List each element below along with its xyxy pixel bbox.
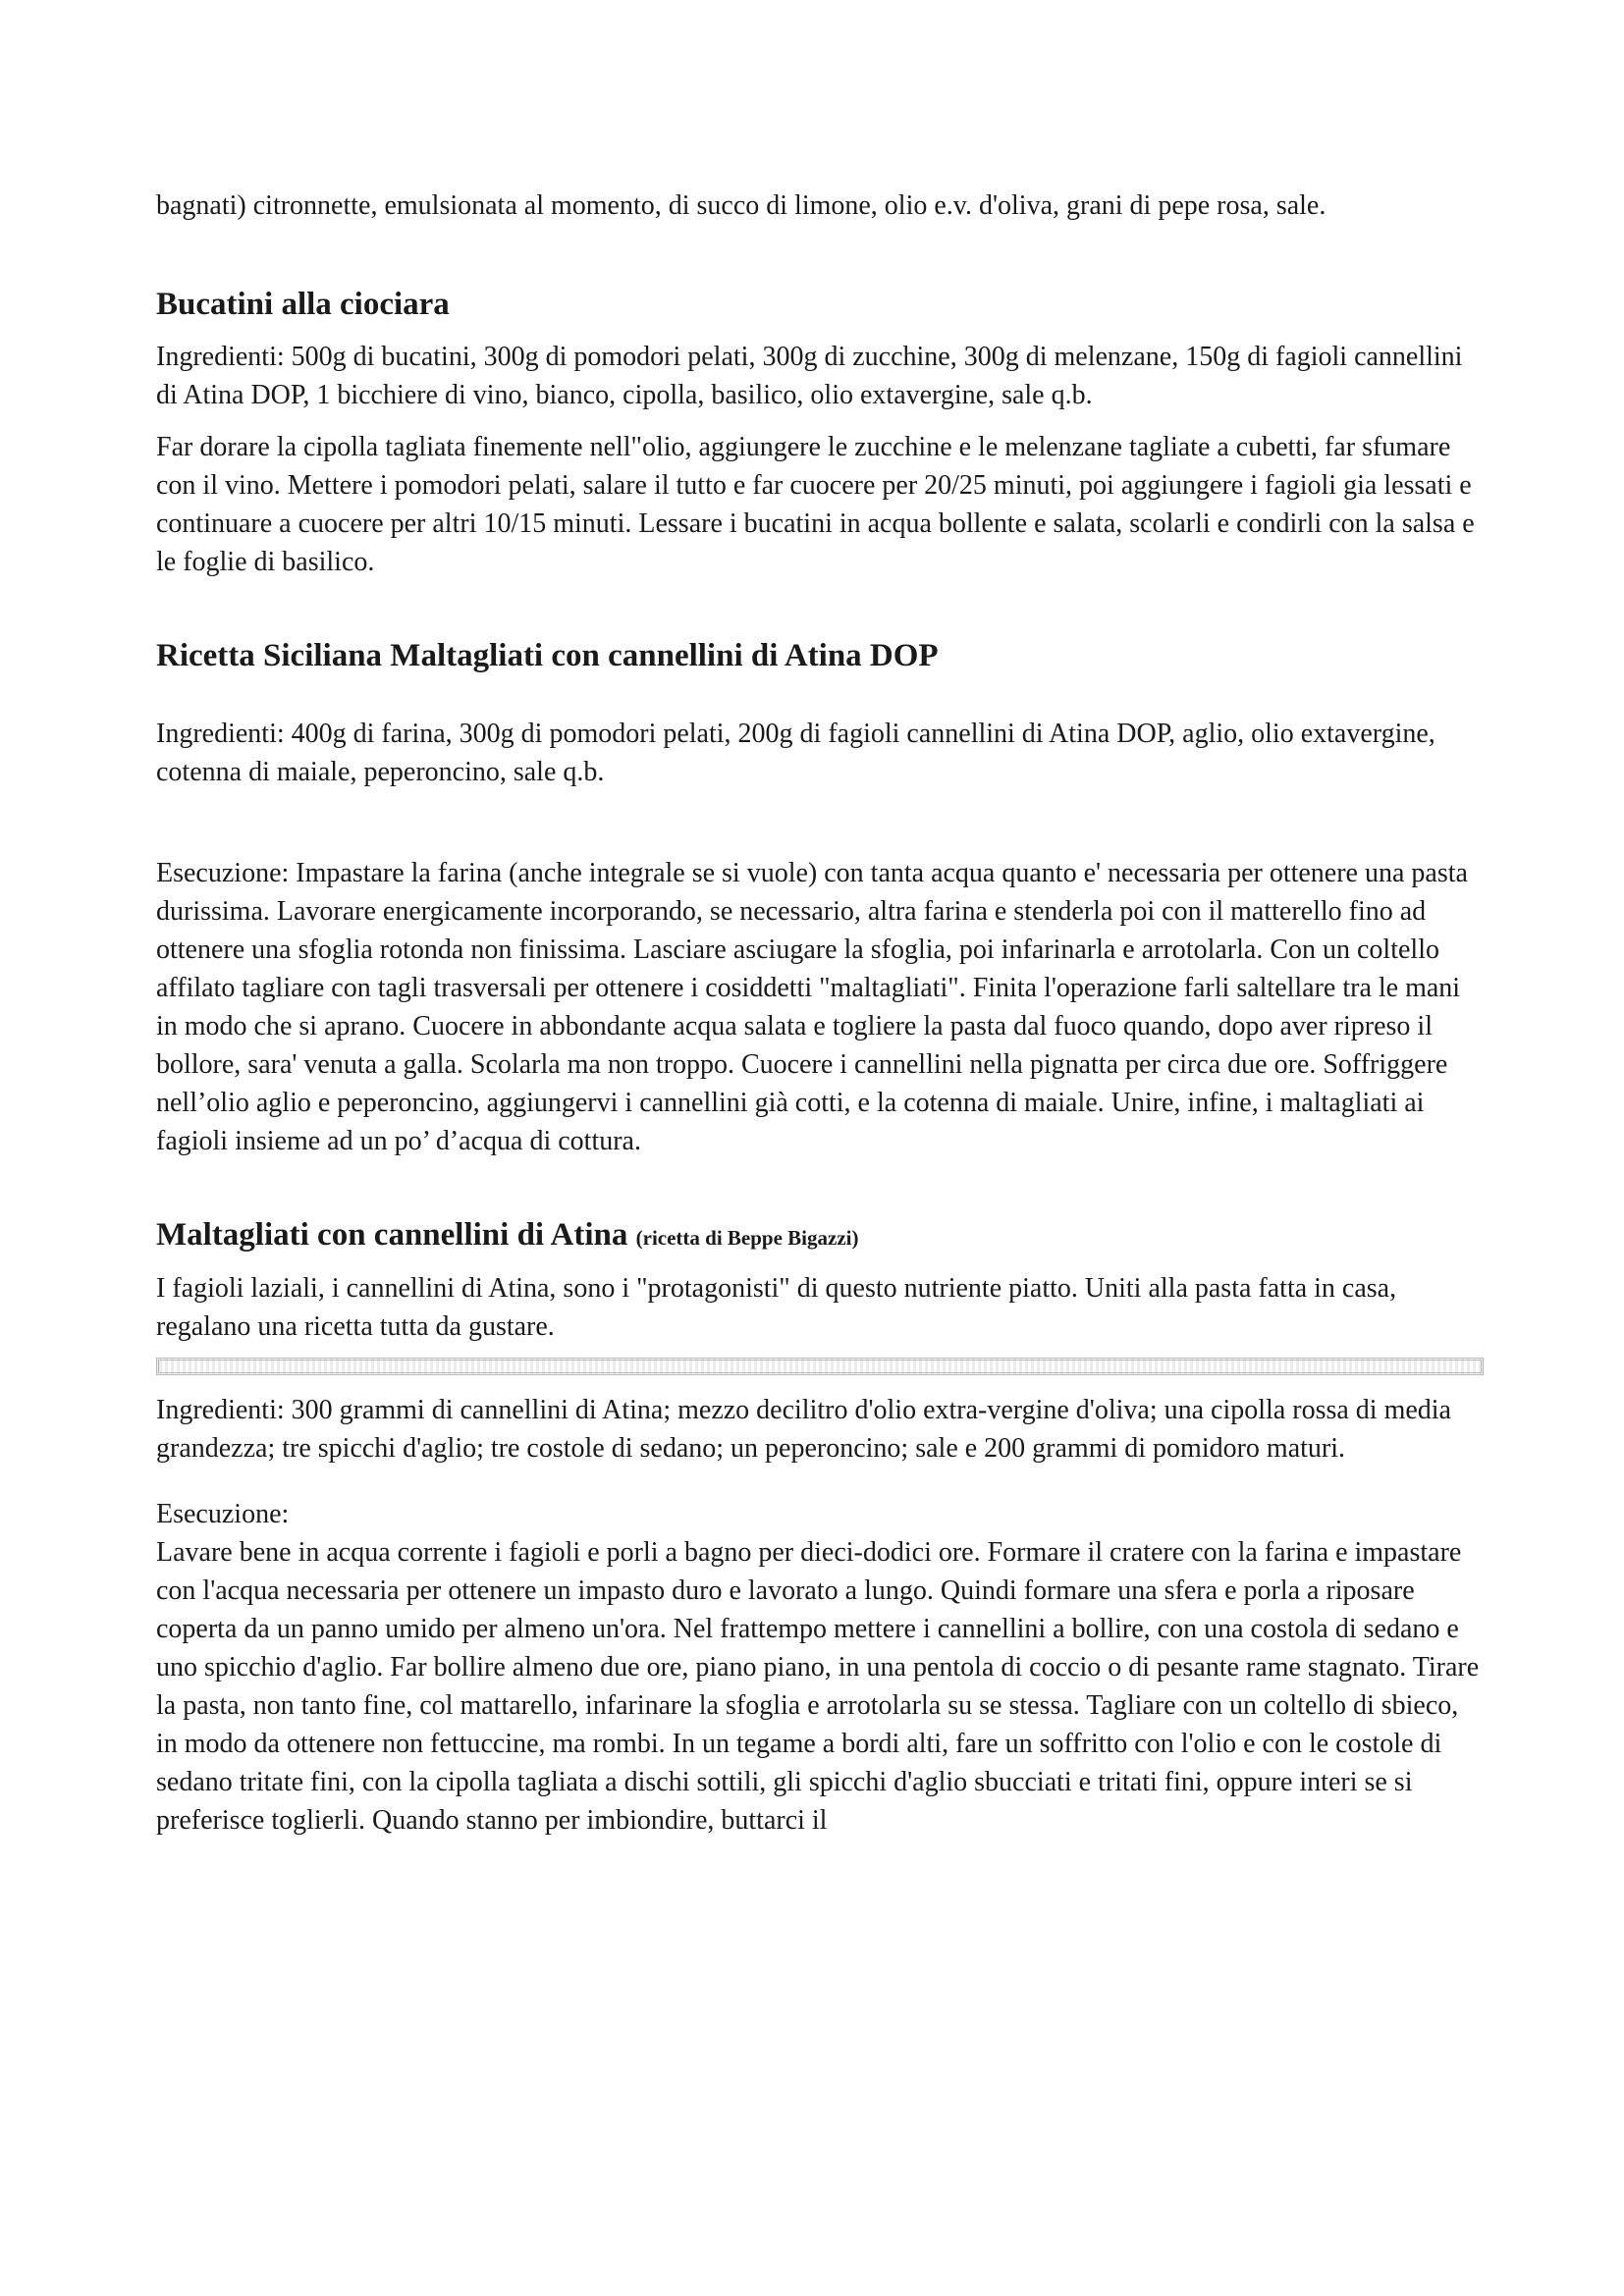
- recipe-method-label: Esecuzione:: [156, 1499, 290, 1529]
- recipe-title-bucatini: Bucatini alla ciociara: [156, 287, 450, 322]
- recipe-method-bucatini: Far dorare la cipolla tagliata finemente nell"olio, aggiungere le zucchine e le melenzane tagliate a cubetti, far sfumare con il vino. Mettere i pomodori pelati, salare il tutto e far cuocere per 20/25 minuti, poi aggiungere i fagioli gia lessati e continuare a cuocere per altri 10/15 minuti. Lessare i bucatini in acqua bollente e salata, scolarli e condirli con la salsa e le foglie di basilico.: [156, 432, 1475, 577]
- recipe-ingredients-bucatini: Ingredienti: 500g di bucatini, 300g di pomodori pelati, 300g di zucchine, 300g di melenzane, 150g di fagioli cannellini di Atina DOP, 1 bicchiere di vino, bianco, cipolla, basilico, olio extavergine, sale q.b.: [156, 342, 1463, 410]
- decorative-divider: [156, 1358, 1484, 1375]
- recipe-method-maltagliati-siciliana: Esecuzione: Impastare la farina (anche integrale se si vuole) con tanta acqua quanto e' necessaria per ottenere una pasta durissima. Lavorare energicamente incorporando, se necessario, altra farina e stenderla poi con il matterello fino ad ottenere una sfoglia rotonda non finissima. Lasciare asciugare la sfoglia, poi infarinarla e arrotolarla. Con un coltello affilato tagliare con tagli trasversali per ottenere i cosiddetti "maltagliati". Finita l'operazione farli saltellare tra le mani in modo che si aprano. Cuocere in abbondante acqua salata e togliere la pasta dal fuoco quando, dopo aver ripreso il bollore, sara' venuta a galla. Scolarla ma non troppo. Cuocere i cannellini nella pignatta per circa due ore. Soffriggere nell’olio aglio e peperoncino, aggiungervi i cannellini già cotti, e la cotenna di maiale. Unire, infine, i maltagliati ai fagioli insieme ad un po’ d’acqua di cottura.: [156, 858, 1468, 1156]
- document-page: [156, 187, 1484, 1840]
- recipe-title-maltagliati-siciliana: Ricetta Siciliana Maltagliati con cannellini di Atina DOP: [156, 638, 939, 673]
- recipe-ingredients-maltagliati-bigazzi: Ingredienti: 300 grammi di cannellini di Atina; mezzo decilitro d'olio extra-vergine d'oliva; una cipolla rossa di media grandezza; tre spicchi d'aglio; tre costole di sedano; un peperoncino; sale e 200 grammi di pomidoro maturi.: [156, 1395, 1451, 1464]
- intro-paragraph: bagnati) citronnette, emulsionata al momento, di succo di limone, olio e.v. d'oliva, grani di pepe rosa, sale.: [156, 190, 1326, 221]
- recipe-title-note: (ricetta di Beppe Bigazzi): [635, 1226, 859, 1250]
- recipe-title-main: Maltagliati con cannellini di Atina: [156, 1217, 628, 1253]
- recipe-title-maltagliati-bigazzi: [156, 1215, 1484, 1257]
- recipe-ingredients-maltagliati-siciliana: Ingredienti: 400g di farina, 300g di pomodori pelati, 200g di fagioli cannellini di Atina DOP, aglio, olio extavergine, cotenna di maiale, peperoncino, sale q.b.: [156, 719, 1435, 787]
- recipe-method-maltagliati-bigazzi: Lavare bene in acqua corrente i fagioli e porli a bagno per dieci-dodici ore. Formare il cratere con la farina e impastare con l'acqua necessaria per ottenere un impasto duro e lavorato a lungo. Quindi formare una sfera e porla a riposare coperta da un panno umido per almeno un'ora. Nel frattempo mettere i cannellini a bollire, con una costola di sedano e uno spicchio d'aglio. Far bollire almeno due ore, piano piano, in una pentola di coccio o di pesante rame stagnato. Tirare la pasta, non tanto fine, col mattarello, infarinare la sfoglia e arrotolarla su se stessa. Tagliare con un coltello di sbieco, in modo da ottenere non fettuccine, ma rombi. In un tegame a bordi alti, fare un soffritto con l'olio e con le costole di sedano tritate fini, con la cipolla tagliata a dischi sottili, gli spicchi d'aglio sbucciati e tritati fini, oppure interi se si preferisce toglierli. Quando stanno per imbiondire, buttarci il: [156, 1537, 1480, 1836]
- recipe-intro-maltagliati-bigazzi: I fagioli laziali, i cannellini di Atina, sono i "protagonisti" di questo nutriente piatto. Uniti alla pasta fatta in casa, regalano una ricetta tutta da gustare.: [156, 1273, 1397, 1342]
